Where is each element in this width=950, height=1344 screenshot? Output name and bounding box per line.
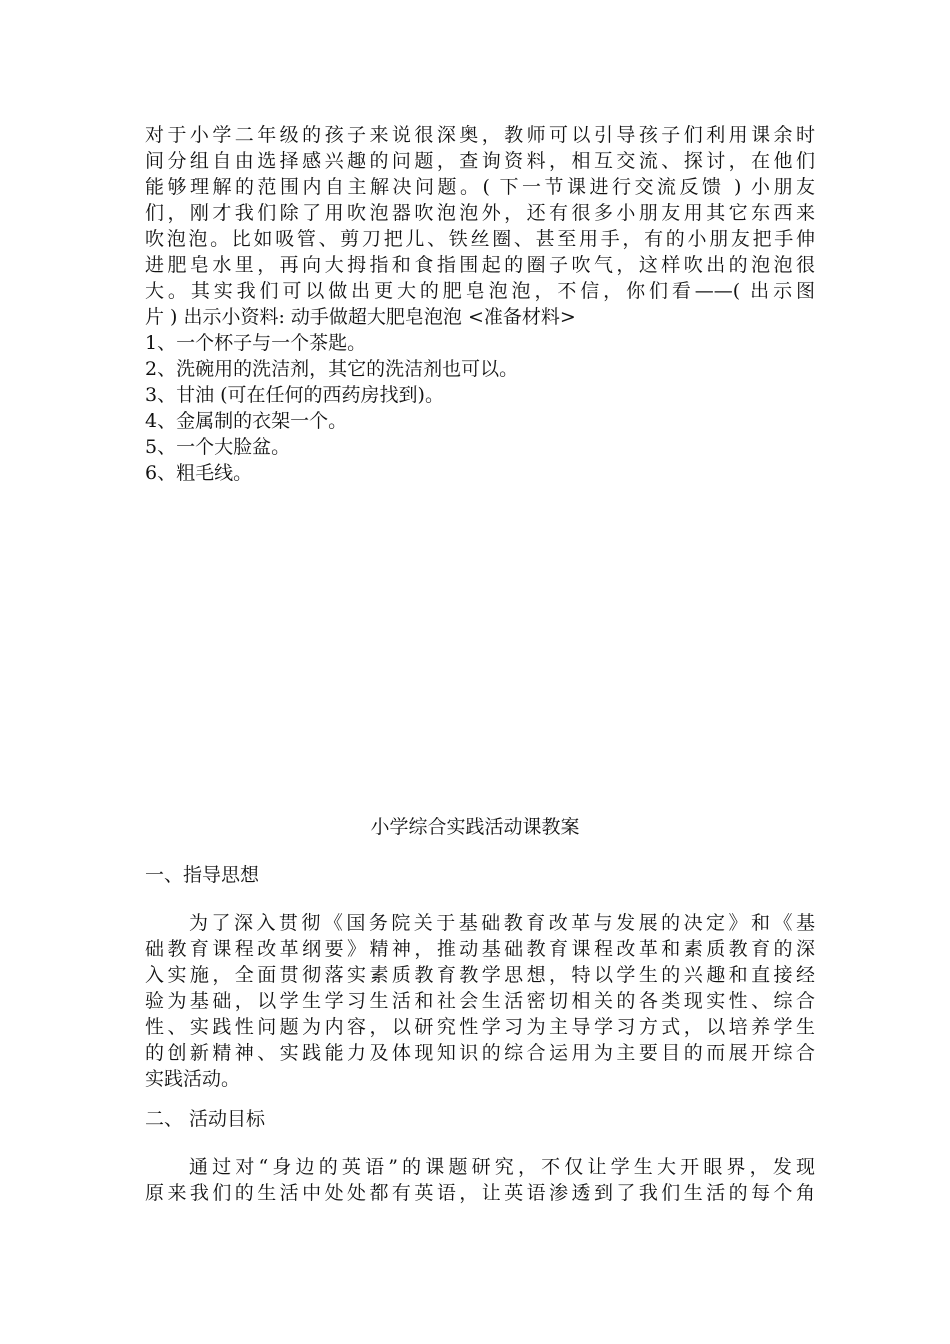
materials-list bbox=[145, 330, 815, 486]
paragraph-line: 验为基础，以学生学习生活和社会生活密切相关的各类现实性、综合 bbox=[145, 990, 815, 1012]
paragraph-line: 间分组自由选择感兴趣的问题，查询资料，相互交流、探讨，在他们 bbox=[145, 150, 815, 172]
paragraph-line: 大。其实我们可以做出更大的肥皂泡泡，不信，你们看——( 出示图 bbox=[145, 280, 815, 302]
paragraph-line: 们，刚才我们除了用吹泡器吹泡泡外，还有很多小朋友用其它东西来 bbox=[145, 202, 815, 224]
list-item: 1、一个杯子与一个茶匙。 bbox=[145, 332, 367, 354]
paragraph-line: 的创新精神、实践能力及体现知识的综合运用为主要目的而展开综合 bbox=[145, 1042, 815, 1064]
section-heading: 二、 活动目标 bbox=[145, 1108, 266, 1130]
list-item: 6、粗毛线。 bbox=[145, 462, 253, 484]
paragraph-line: 对于小学二年级的孩子来说很深奥，教师可以引导孩子们利用课余时 bbox=[145, 124, 815, 146]
paragraph-line: 础教育课程改革纲要》精神，推动基础教育课程改革和素质教育的深 bbox=[145, 938, 815, 960]
paragraph-line: 片 ) 出示小资料: 动手做超大肥皂泡泡 <准备材料> bbox=[145, 306, 576, 328]
section-paragraph bbox=[145, 1154, 815, 1206]
list-item: 2、洗碗用的洗洁剂，其它的洗洁剂也可以。 bbox=[145, 358, 519, 380]
list-item: 5、一个大脸盆。 bbox=[145, 436, 291, 458]
paragraph-line: 进肥皂水里，再向大拇指和食指围起的圈子吹气，这样吹出的泡泡很 bbox=[145, 254, 815, 276]
list-item: 4、金属制的衣架一个。 bbox=[145, 410, 348, 432]
section-heading: 一、指导思想 bbox=[145, 864, 260, 886]
section-paragraph bbox=[145, 910, 815, 1092]
paragraph-line: 能够理解的范围内自主解决问题。( 下一节课进行交流反馈 ) 小朋友 bbox=[145, 176, 815, 198]
intro-paragraph bbox=[145, 122, 815, 330]
paragraph-line: 实践活动。 bbox=[145, 1068, 241, 1090]
document-title: 小学综合实践活动课教案 bbox=[370, 816, 580, 838]
list-item: 3、甘油 (可在任何的西药房找到)。 bbox=[145, 384, 444, 406]
paragraph-line: 通过对“身边的英语”的课题研究，不仅让学生大开眼界，发现 bbox=[189, 1156, 815, 1178]
paragraph-line: 入实施，全面贯彻落实素质教育教学思想，特以学生的兴趣和直接经 bbox=[145, 964, 815, 986]
paragraph-line: 吹泡泡。比如吸管、剪刀把儿、铁丝圈、甚至用手，有的小朋友把手伸 bbox=[145, 228, 815, 250]
paragraph-line: 原来我们的生活中处处都有英语，让英语渗透到了我们生活的每个角 bbox=[145, 1182, 815, 1204]
paragraph-line: 为了深入贯彻《国务院关于基础教育改革与发展的决定》和《基 bbox=[189, 912, 815, 934]
paragraph-line: 性、实践性问题为内容，以研究性学习为主导学习方式，以培养学生 bbox=[145, 1016, 815, 1038]
